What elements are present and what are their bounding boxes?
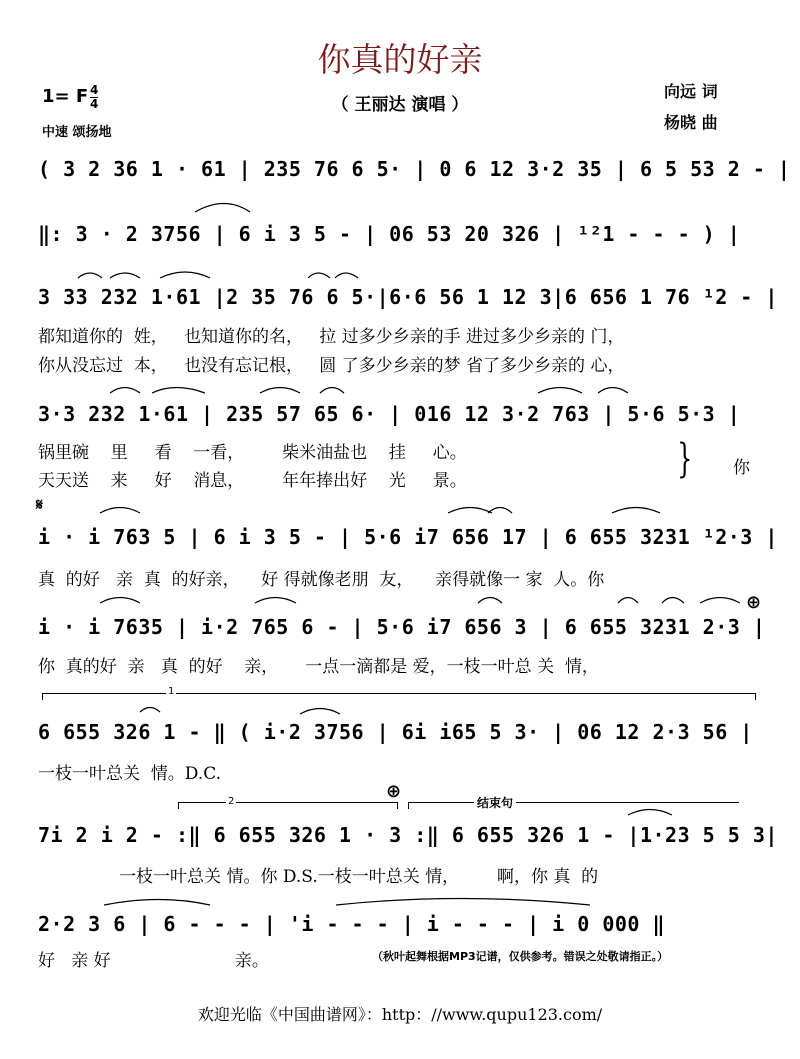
- slur: [612, 508, 660, 514]
- score-row-5: i · i 763 5 | 6 i 3 5 - | 5·6 i7 656 17 | 6 655 3231 ¹2·3 |: [38, 525, 778, 549]
- lyrics-row-4-verse-1: 锅里碗 里 看 一看， 柴米油盐也 挂 心。: [38, 443, 467, 463]
- lyrics-row-3-verse-1: 都知道你的 姓， 也知道你的名， 拉 过多少乡亲的手 进过多少乡亲的 门，: [38, 327, 625, 347]
- slur: [662, 598, 684, 604]
- verse-brace: }: [677, 436, 693, 482]
- volta-1-number: 1: [168, 686, 175, 697]
- slur: [336, 899, 590, 906]
- lyrics-row-7: 一枝一叶总关 情。D.C.: [38, 764, 222, 784]
- slur: [260, 388, 300, 394]
- score-row-9: 2·2 3 6 | 6 - - - | 'i - - - | i - - - | i 0 000 ‖: [38, 912, 666, 936]
- lyrics-row-4-verse-2: 天天送 来 好 消息， 年年捧出好 光 景。: [38, 471, 467, 491]
- slur: [195, 204, 250, 213]
- score-row-4: 3·3 232 1·61 | 235 57 65 6· | 016 12 3·2 763 | 5·6 5·3 |: [38, 402, 741, 426]
- slur: [538, 388, 582, 394]
- slur: [320, 388, 344, 394]
- slur: [628, 810, 672, 816]
- lyrics-row-5: 真 的好 亲 真 的好亲， 好 得就像老朋 友， 亲得就像一 家 人。你: [38, 570, 605, 590]
- score-row-2: ‖: 3 · 2 3756 | 6 i 3 5 - | 06 53 20 326 | ¹²1 - - - ) |: [38, 222, 741, 246]
- score-row-3: 3 33 232 1·61 |2 35 76 6 5·|6·6 56 1 12 3|6 656 1 76 ¹2 - |: [38, 285, 778, 309]
- coda-icon: ⊕: [746, 592, 762, 613]
- coda-icon-2: ⊕: [386, 781, 402, 802]
- slur: [618, 598, 638, 604]
- slur: [700, 598, 740, 604]
- site-footer: 欢迎光临《中国曲谱网》：http：//www.qupu123.com/: [197, 1005, 603, 1024]
- slur: [100, 598, 140, 604]
- segno-icon: 𝄋: [36, 495, 43, 514]
- score-row-7: 6 655 326 1 - ‖ ( i·2 3756 | 6i i65 5 3· | 06 12 2·3 56 |: [38, 720, 753, 744]
- slur: [478, 598, 502, 604]
- slur: [598, 388, 628, 394]
- key-signature: 1= F: [42, 86, 89, 107]
- volta-2-number: 2: [228, 796, 235, 807]
- slur: [255, 598, 296, 604]
- slur: [78, 273, 102, 278]
- score-row-6: i · i 7635 | i·2 765 6 - | 5·6 i7 656 3 | 6 655 3231 2·3 |: [38, 615, 766, 639]
- slur: [335, 273, 358, 278]
- lyrics-pickup: 你: [733, 458, 750, 478]
- performer: （ 王丽达 演唱 ）: [331, 95, 469, 115]
- ending-label: 结束句: [474, 794, 516, 811]
- slur: [308, 273, 330, 278]
- slur: [100, 508, 140, 514]
- transcriber-note: （秋叶起舞根据MP3记谱，仅供参考。错误之处敬请指正。）: [372, 950, 669, 963]
- tempo-marking: 中速 颂扬地: [42, 125, 112, 140]
- slur: [160, 272, 210, 278]
- slur: [104, 900, 210, 906]
- slur: [300, 709, 340, 715]
- lyrics-row-8: 一枝一叶总关 情。你 D.S.一枝一叶总关 情， 啊，你 真 的: [38, 867, 599, 887]
- slur: [140, 708, 160, 713]
- lyricist: 向远 词: [664, 82, 718, 101]
- slur: [448, 508, 492, 514]
- score-row-8: 7i 2 i 2 - :‖ 6 655 326 1 · 3 :‖ 6 655 326 1 - |1·23 5 5 3|: [38, 823, 778, 847]
- lyrics-row-3-verse-2: 你从没忘过 本， 也没有忘记根， 圆 了多少乡亲的梦 省了多少乡亲的 心，: [38, 356, 625, 376]
- slur: [152, 388, 205, 394]
- composer: 杨晓 曲: [664, 113, 718, 132]
- slur: [110, 273, 140, 278]
- score-row-1: ( 3 2 36 1 · 61 | 235 76 6 5· | 0 6 12 3·2 35 | 6 5 53 2 - |: [38, 157, 791, 181]
- lyrics-row-9: 好 亲 好 亲。: [38, 951, 269, 971]
- time-signature: 4 4: [90, 83, 99, 111]
- song-title: 你真的好亲: [317, 40, 483, 79]
- lyrics-row-6: 你 真的好 亲 真 的好 亲， 一点一滴都是 爱，一枝一叶总 关 情，: [38, 657, 599, 677]
- slur: [110, 388, 140, 394]
